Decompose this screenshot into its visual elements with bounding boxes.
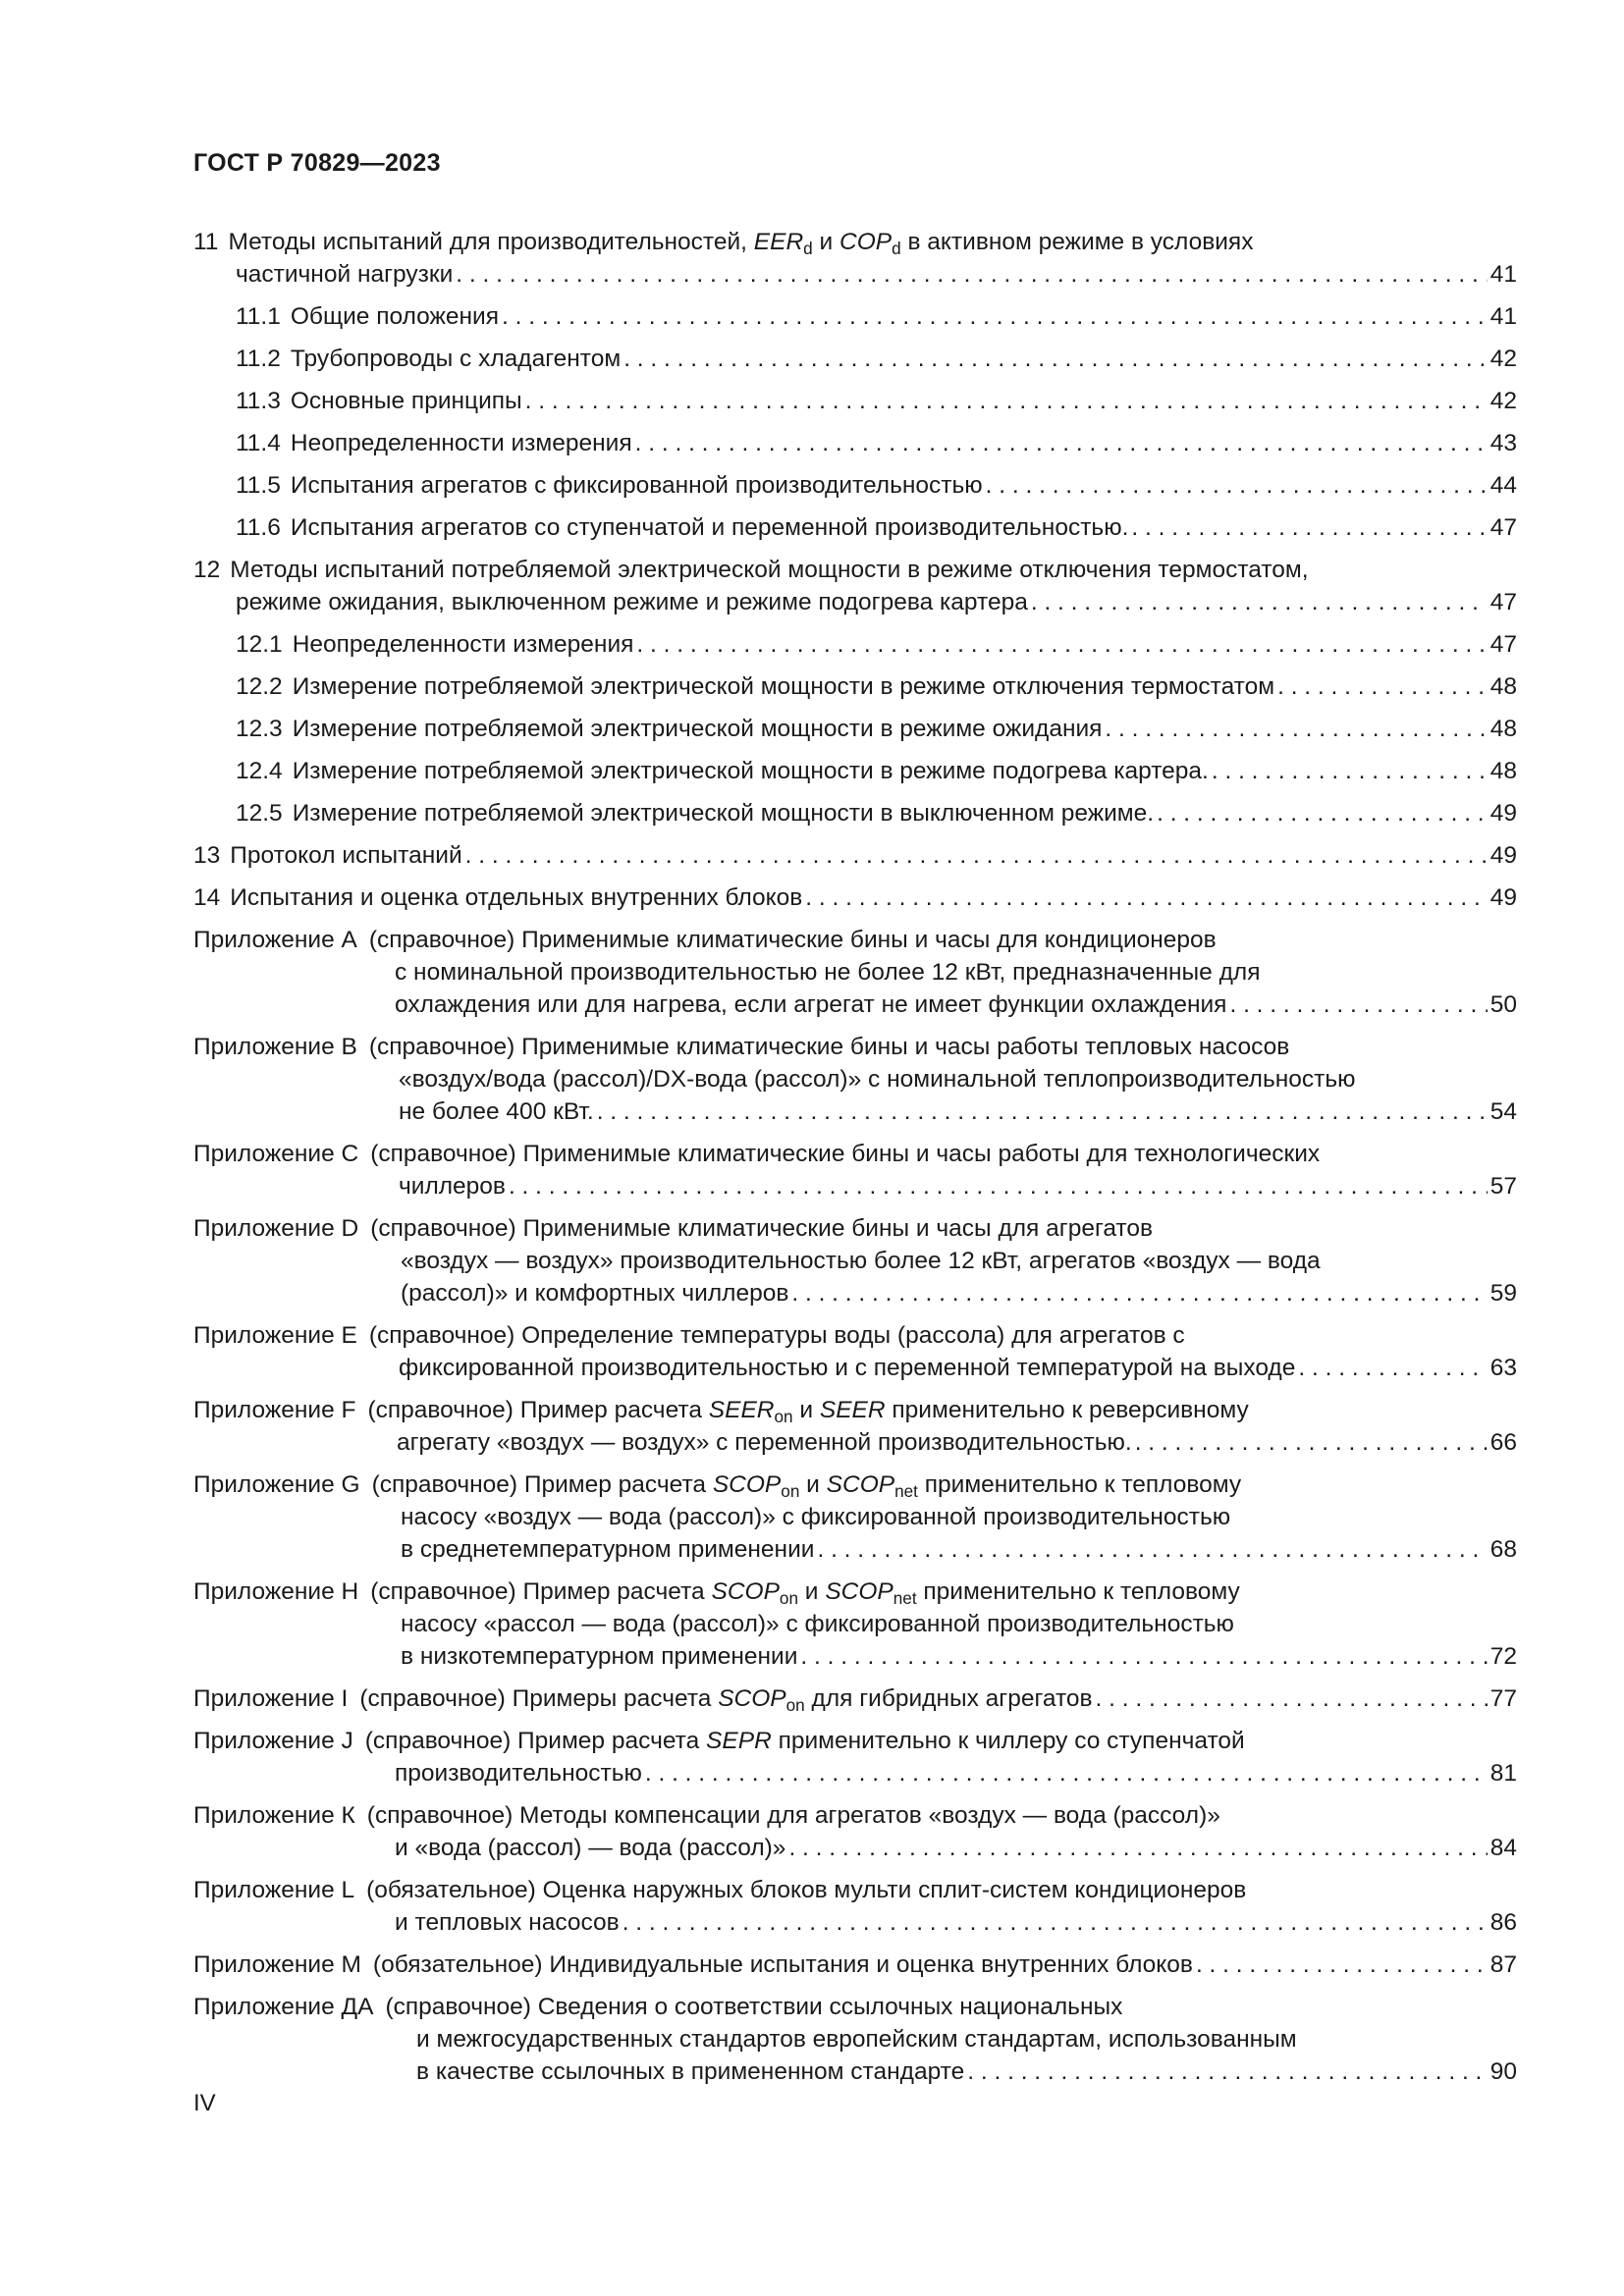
toc-entry-12-5: 12.5 Измерение потребляемой электрической мощности в выключенном режиме. . . . 49: [193, 797, 1517, 829]
toc-entry-11-1: 11.1 Общие положения . . . 41: [193, 300, 1517, 333]
page-number: 44: [1489, 472, 1517, 499]
leader-dots: [986, 469, 1488, 502]
toc-appendix-f: Приложение F (справочное) Пример расчета $SEER_{on}$ и SEER применительно к реверсивному агрегату «воздух — воздух» с переменной производительностью. . . . 66: [193, 1394, 1517, 1459]
page-number: 41: [1489, 303, 1517, 330]
page-number: 72: [1489, 1643, 1517, 1670]
toc-appendix-b: Приложение В (справочное) Применимые климатические бины и часы работы тепловых насосов «воздух/вода (рассол)/DX-вода (рассол)» с номинальной теплопроизводительностью не более 400 кВт. . . . 54: [193, 1031, 1517, 1128]
toc-entry-12-1: 12.1 Неопределенности измерения . . . 47: [193, 628, 1517, 661]
appendix-label: Приложение I: [193, 1685, 349, 1712]
page-number: 43: [1489, 430, 1517, 456]
toc-entry-11-4: 11.4 Неопределенности измерения . . . 43: [193, 427, 1517, 459]
page-number: 42: [1489, 388, 1517, 414]
appendix-label: Приложение Н: [193, 1578, 359, 1605]
toc-appendix-c: Приложение С (справочное) Применимые климатические бины и часы работы для технологических чиллеров . . . 57: [193, 1138, 1517, 1202]
appendix-label: Приложение F: [193, 1397, 356, 1423]
appendix-label: Приложение L: [193, 1877, 355, 1903]
toc-appendix-k: Приложение К (справочное) Методы компенсации для агрегатов «воздух — вода (рассол)» и «вода (рассол) — вода (рассол)» . . . 84: [193, 1799, 1517, 1864]
page-number: 84: [1489, 1835, 1517, 1861]
toc-appendix-h: Приложение Н (справочное) Пример расчета $SCOP_{on}$ и $SCOP_{net}$ применительно к тепловому насосу «рассол — вода (рассол)» с фиксированной производительностью в низкотемпературном применении . . . 72: [193, 1575, 1517, 1673]
toc-entry-14: 14 Испытания и оценка отдельных внутренних блоков . . . 49: [193, 881, 1517, 914]
page-number: 54: [1489, 1098, 1517, 1125]
toc-entry-11-6: 11.6 Испытания агрегатов со ступенчатой и переменной производительностью. . . . 47: [193, 511, 1517, 544]
page-number: 66: [1489, 1429, 1517, 1456]
appendix-label: Приложение К: [193, 1802, 355, 1829]
appendix-label: Приложение G: [193, 1471, 360, 1498]
toc-entry-11-5: 11.5 Испытания агрегатов с фиксированной производительностью . . . 44: [193, 469, 1517, 502]
page-number: 63: [1489, 1355, 1517, 1381]
leader-dots: [1031, 586, 1488, 618]
page-number: 49: [1489, 800, 1517, 827]
leader-dots: [636, 628, 1487, 661]
page-number: 48: [1489, 673, 1517, 700]
toc-appendix-g: Приложение G (справочное) Пример расчета $SCOP_{on}$ и $SCOP_{net}$ применительно к тепловому насосу «воздух — вода (рассол)» с фиксированной производительностью в среднетемпературном применении . . . 68: [193, 1468, 1517, 1566]
leader-dots: [1157, 797, 1488, 829]
leader-dots: [623, 1906, 1488, 1939]
leader-dots: [967, 2056, 1488, 2088]
page-number: 59: [1489, 1280, 1517, 1307]
leader-dots: [509, 1170, 1488, 1202]
leader-dots: [1298, 1352, 1487, 1384]
leader-dots: [525, 385, 1488, 417]
toc-entry-12-3: 12.3 Измерение потребляемой электрической мощности в режиме ожидания . . . 48: [193, 713, 1517, 745]
page-number: 68: [1489, 1536, 1517, 1563]
page-number: 50: [1489, 991, 1517, 1018]
toc-entry-11: 11 Методы испытаний для производительностей, $EER_d$ и $COP_d$ в активном режиме в условиях частичной нагрузки . . . 41: [193, 226, 1517, 291]
page-number: 42: [1489, 346, 1517, 372]
page-number: 90: [1489, 2058, 1517, 2085]
page-number: 87: [1489, 1951, 1517, 1978]
toc-entry-11-2: 11.2 Трубопроводы с хладагентом . . . 42: [193, 343, 1517, 375]
leader-dots: [465, 839, 1488, 872]
appendix-label: Приложение В: [193, 1034, 357, 1060]
leader-dots: [1212, 755, 1488, 787]
toc-appendix-a: Приложение А (справочное) Применимые климатические бины и часы для кондиционеров с номинальной производительностью не более 12 кВт, предназначенные для охлаждения или для нагрева, если агрегат не имеет функции охлаждения . . . 50: [193, 924, 1517, 1021]
leader-dots: [817, 1533, 1487, 1566]
appendix-label: Приложение Е: [193, 1322, 357, 1349]
leader-dots: [502, 300, 1488, 333]
leader-dots: [635, 427, 1488, 459]
leader-dots: [1105, 713, 1487, 745]
appendix-label: Приложение J: [193, 1728, 353, 1754]
page-number: 47: [1489, 589, 1517, 615]
leader-dots: [456, 258, 1487, 291]
appendix-label: Приложение А: [193, 927, 357, 953]
page-number-footer: IV: [193, 2090, 216, 2116]
toc-appendix-d: Приложение D (справочное) Применимые климатические бины и часы для агрегатов «воздух — воздух» производительностью более 12 кВт, агрегатов «воздух — вода (рассол)» и комфортных чиллеров . . . 59: [193, 1212, 1517, 1309]
leader-dots: [623, 343, 1488, 375]
page-number: 49: [1489, 842, 1517, 869]
leader-dots: [800, 1640, 1487, 1673]
leader-dots: [805, 881, 1487, 914]
leader-dots: [1196, 1949, 1488, 1981]
toc-appendix-m: Приложение М (обязательное) Индивидуальные испытания и оценка внутренних блоков . . . 87: [193, 1949, 1517, 1981]
document-header: ГОСТ Р 70829—2023: [193, 149, 441, 177]
appendix-label: Приложение С: [193, 1141, 359, 1167]
toc-entry-13: 13 Протокол испытаний . . . 49: [193, 839, 1517, 872]
page-number: 81: [1489, 1760, 1517, 1787]
page-number: 48: [1489, 716, 1517, 742]
leader-dots: [1131, 511, 1487, 544]
page-number: 57: [1489, 1173, 1517, 1200]
leader-dots: [1229, 988, 1487, 1021]
page-number: 41: [1489, 261, 1517, 288]
toc-appendix-j: Приложение J (справочное) Пример расчета SEPR применительно к чиллеру со ступенчатой производительностью . . . 81: [193, 1725, 1517, 1789]
leader-dots: [1277, 670, 1488, 703]
leader-dots: [645, 1757, 1488, 1789]
page-number: 47: [1489, 514, 1517, 541]
leader-dots: [791, 1277, 1487, 1309]
appendix-label: Приложение М: [193, 1951, 361, 1978]
appendix-label: Приложение ДА: [193, 1994, 374, 2020]
leader-dots: [788, 1832, 1487, 1864]
page-number: 77: [1489, 1685, 1517, 1712]
page-number: 47: [1489, 631, 1517, 658]
toc-appendix-da: Приложение ДА (справочное) Сведения о соответствии ссылочных национальных и межгосударственных стандартов европейским стандартам, использованным в качестве ссылочных в примененном стандарте . . . 90: [193, 1991, 1517, 2088]
leader-dots: [1135, 1426, 1488, 1459]
toc-entry-12-4: 12.4 Измерение потребляемой электрической мощности в режиме подогрева картера. . . . 48: [193, 755, 1517, 787]
table-of-contents: [193, 226, 1517, 2088]
toc-entry-12-2: 12.2 Измерение потребляемой электрической мощности в режиме отключения термостатом . . . 48: [193, 670, 1517, 703]
page-number: 49: [1489, 884, 1517, 911]
toc-appendix-i: Приложение I (справочное) Примеры расчета $SCOP_{on}$ для гибридных агрегатов . . . 77: [193, 1682, 1517, 1715]
page-number: 48: [1489, 758, 1517, 784]
toc-entry-11-3: 11.3 Основные принципы . . . 42: [193, 385, 1517, 417]
toc-appendix-l: Приложение L (обязательное) Оценка наружных блоков мульти сплит-систем кондиционеров и тепловых насосов . . . 86: [193, 1874, 1517, 1939]
appendix-label: Приложение D: [193, 1215, 359, 1242]
toc-entry-12: 12 Методы испытаний потребляемой электрической мощности в режиме отключения термостатом, режиме ожидания, выключенном режиме и режиме подогрева картера . . . 47: [193, 554, 1517, 618]
toc-number: 11: [193, 229, 219, 255]
leader-dots: [1096, 1682, 1488, 1715]
leader-dots: [597, 1095, 1488, 1128]
page-number: 86: [1489, 1909, 1517, 1936]
toc-appendix-e: Приложение Е (справочное) Определение температуры воды (рассола) для агрегатов с фиксированной производительностью и с переменной температурой на выходе . . . 63: [193, 1319, 1517, 1384]
